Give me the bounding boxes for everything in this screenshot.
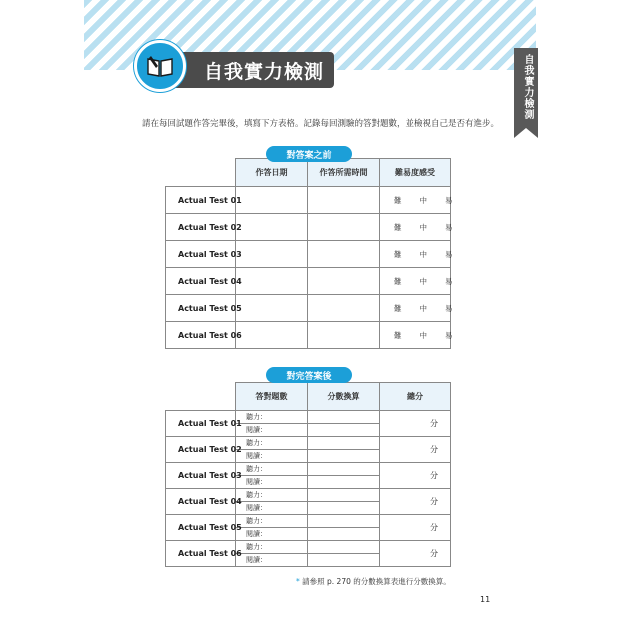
difficulty-options	[380, 195, 453, 206]
total-score-cell[interactable]: 分	[380, 463, 451, 489]
difficulty-options	[380, 276, 453, 287]
time-cell[interactable]	[308, 295, 380, 322]
sub-row-label[interactable]: 聽力：	[236, 541, 308, 554]
sub-row-label[interactable]: 閱讀：	[236, 424, 308, 437]
total-score-cell[interactable]: 分	[380, 515, 451, 541]
row-label: Actual Test 01	[166, 411, 236, 437]
difficulty-cell[interactable]	[380, 214, 451, 241]
difficulty-cell[interactable]	[380, 241, 451, 268]
sub-row-label[interactable]: 聽力：	[236, 489, 308, 502]
row-label: Actual Test 05	[166, 295, 236, 322]
footnote	[296, 576, 451, 587]
section-label-before: 對答案之前	[266, 146, 352, 162]
difficulty-option[interactable]: 易	[445, 249, 453, 259]
time-cell[interactable]	[308, 241, 380, 268]
difficulty-option[interactable]: 中	[419, 195, 427, 205]
column-header: 作答所需時間	[308, 159, 380, 187]
difficulty-option[interactable]: 難	[394, 222, 402, 232]
total-score-cell[interactable]: 分	[380, 437, 451, 463]
date-cell[interactable]	[236, 187, 308, 214]
score-convert-cell[interactable]	[308, 528, 380, 541]
sub-row-label[interactable]: 閱讀：	[236, 502, 308, 515]
score-convert-cell[interactable]	[308, 424, 380, 437]
time-cell[interactable]	[308, 187, 380, 214]
table-row	[166, 268, 451, 295]
sub-row-label[interactable]: 聽力：	[236, 515, 308, 528]
page-number: 11	[480, 595, 491, 604]
score-convert-cell[interactable]	[308, 554, 380, 567]
row-label: Actual Test 04	[166, 489, 236, 515]
difficulty-options	[380, 249, 453, 260]
difficulty-options	[380, 222, 453, 233]
row-label: Actual Test 06	[166, 322, 236, 349]
side-tab	[514, 48, 538, 128]
row-label: Actual Test 04	[166, 268, 236, 295]
column-header: 分數換算	[308, 383, 380, 411]
time-cell[interactable]	[308, 214, 380, 241]
table-header-row	[166, 159, 451, 187]
footnote-star: *	[296, 577, 300, 586]
time-cell[interactable]	[308, 322, 380, 349]
difficulty-option[interactable]: 難	[394, 249, 402, 259]
difficulty-option[interactable]: 中	[419, 249, 427, 259]
difficulty-option[interactable]: 中	[419, 276, 427, 286]
table-header-row	[166, 383, 451, 411]
difficulty-option[interactable]: 難	[394, 303, 402, 313]
total-score-cell[interactable]: 分	[380, 411, 451, 437]
footnote-text: 請參照 p. 270 的分數換算表進行分數換算。	[302, 577, 451, 586]
column-header: 答對題數	[236, 383, 308, 411]
instruction-text: 請在每回試題作答完畢後，填寫下方表格。記錄每回測驗的答對題數，並檢視自己是否有進步。	[142, 119, 500, 129]
table-row	[166, 515, 451, 528]
sub-row-label[interactable]: 聽力：	[236, 437, 308, 450]
table-row	[166, 463, 451, 476]
table-row	[166, 214, 451, 241]
difficulty-cell[interactable]	[380, 187, 451, 214]
table-header-empty	[166, 383, 236, 411]
sub-row-label[interactable]: 閱讀：	[236, 450, 308, 463]
date-cell[interactable]	[236, 268, 308, 295]
sub-row-label[interactable]: 聽力：	[236, 411, 308, 424]
difficulty-option[interactable]: 中	[419, 222, 427, 232]
table-row	[166, 437, 451, 450]
difficulty-option[interactable]: 中	[419, 330, 427, 340]
score-convert-cell[interactable]	[308, 541, 380, 554]
page-title: 自我實力檢測	[204, 60, 325, 83]
sub-row-label[interactable]: 閱讀：	[236, 554, 308, 567]
total-score-cell[interactable]: 分	[380, 489, 451, 515]
table-row	[166, 322, 451, 349]
difficulty-option[interactable]: 易	[445, 195, 453, 205]
difficulty-cell[interactable]	[380, 268, 451, 295]
table-row	[166, 295, 451, 322]
difficulty-options	[380, 330, 453, 341]
score-convert-cell[interactable]	[308, 489, 380, 502]
score-convert-cell[interactable]	[308, 450, 380, 463]
difficulty-option[interactable]: 易	[445, 303, 453, 313]
difficulty-option[interactable]: 難	[394, 276, 402, 286]
table-header-empty	[166, 159, 236, 187]
before-answer-table	[165, 158, 451, 349]
date-cell[interactable]	[236, 214, 308, 241]
table-row	[166, 489, 451, 502]
table-row	[166, 411, 451, 424]
difficulty-option[interactable]: 難	[394, 330, 402, 340]
score-convert-cell[interactable]	[308, 515, 380, 528]
row-label: Actual Test 03	[166, 463, 236, 489]
difficulty-option[interactable]: 中	[419, 303, 427, 313]
column-header: 難易度感受	[380, 159, 451, 187]
side-tab-text: 自我實力檢測	[522, 54, 533, 120]
row-label: Actual Test 03	[166, 241, 236, 268]
book-pencil-icon	[134, 40, 186, 92]
sub-row-label[interactable]: 聽力：	[236, 463, 308, 476]
sub-row-label[interactable]: 閱讀：	[236, 528, 308, 541]
after-answer-table	[165, 382, 451, 567]
sub-row-label[interactable]: 閱讀：	[236, 476, 308, 489]
score-convert-cell[interactable]	[308, 463, 380, 476]
score-convert-cell[interactable]	[308, 476, 380, 489]
row-label: Actual Test 02	[166, 214, 236, 241]
row-label: Actual Test 02	[166, 437, 236, 463]
column-header: 總分	[380, 383, 451, 411]
difficulty-option[interactable]: 易	[445, 330, 453, 340]
table-row	[166, 541, 451, 554]
difficulty-option[interactable]: 難	[394, 195, 402, 205]
score-convert-cell[interactable]	[308, 502, 380, 515]
column-header: 作答日期	[236, 159, 308, 187]
date-cell[interactable]	[236, 295, 308, 322]
total-score-cell[interactable]: 分	[380, 541, 451, 567]
difficulty-option[interactable]: 易	[445, 276, 453, 286]
date-cell[interactable]	[236, 241, 308, 268]
score-convert-cell[interactable]	[308, 437, 380, 450]
row-label: Actual Test 05	[166, 515, 236, 541]
row-label: Actual Test 01	[166, 187, 236, 214]
time-cell[interactable]	[308, 268, 380, 295]
score-convert-cell[interactable]	[308, 411, 380, 424]
row-label: Actual Test 06	[166, 541, 236, 567]
date-cell[interactable]	[236, 322, 308, 349]
difficulty-cell[interactable]	[380, 295, 451, 322]
difficulty-option[interactable]: 易	[445, 222, 453, 232]
table-row	[166, 241, 451, 268]
title-bar	[170, 52, 334, 88]
difficulty-options	[380, 303, 453, 314]
section-label-after: 對完答案後	[266, 367, 352, 383]
difficulty-cell[interactable]	[380, 322, 451, 349]
table-row	[166, 187, 451, 214]
